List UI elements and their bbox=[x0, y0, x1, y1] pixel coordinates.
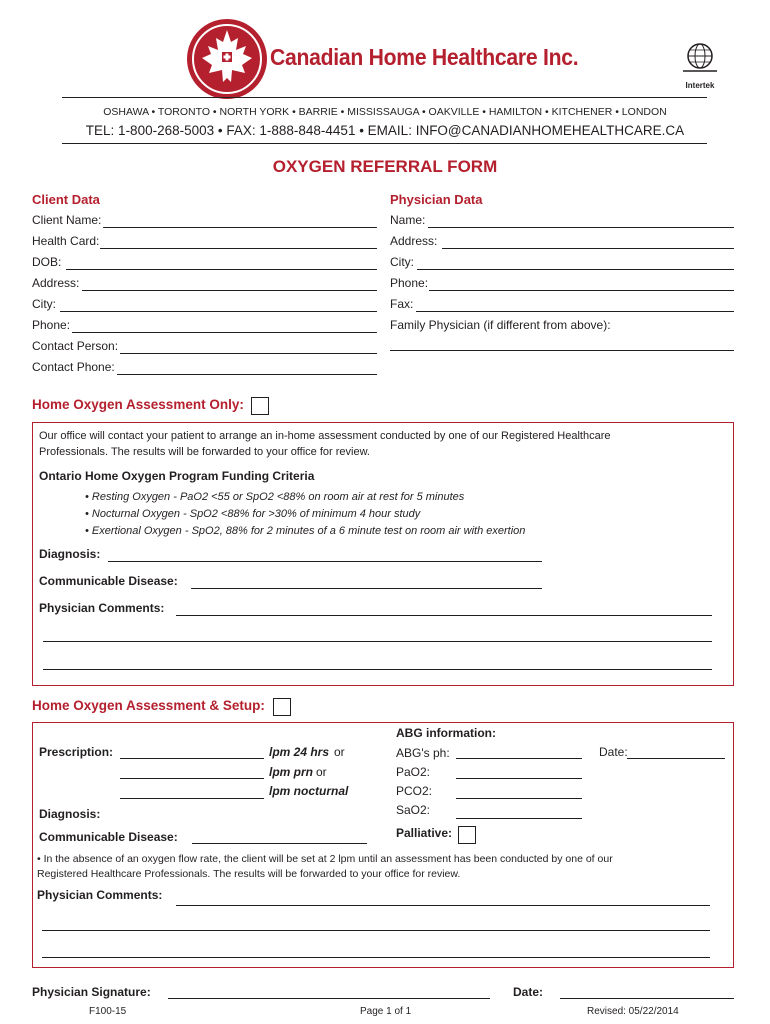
assessment-only-box bbox=[32, 422, 734, 686]
as-comments-field[interactable] bbox=[176, 905, 710, 906]
locations-list: OSHAWA • TORONTO • NORTH YORK • BARRIE • MISSISSAUGA • OAKVILLE • HAMILTON • KITCHENER • LONDON bbox=[103, 106, 667, 118]
ao-comments-label: Physician Comments: bbox=[39, 601, 165, 615]
physician-data-heading: Physician Data bbox=[390, 192, 483, 207]
ao-comments-field[interactable] bbox=[176, 615, 712, 616]
default-flow-note: • In the absence of an oxygen flow rate, the client will be set at 2 lpm until an assessment has been conducted by one of our Registered Healthcare Professionals. The results will be forwarded to your office for review. bbox=[37, 853, 613, 880]
physician-fax-field[interactable] bbox=[416, 311, 734, 312]
as-comments-line-3[interactable] bbox=[42, 957, 710, 958]
physician-fax-label: Fax: bbox=[390, 297, 414, 311]
sao2-label: SaO2: bbox=[396, 803, 431, 817]
physician-name-field[interactable] bbox=[428, 227, 734, 228]
pao2-field[interactable] bbox=[456, 778, 582, 779]
funding-criteria-heading: Ontario Home Oxygen Program Funding Criteria bbox=[39, 469, 315, 483]
ao-diagnosis-field[interactable] bbox=[108, 561, 542, 562]
company-logo bbox=[186, 18, 268, 100]
rx-or-1: or bbox=[334, 745, 345, 759]
abg-ph-label: ABG's ph: bbox=[396, 746, 450, 760]
rx-24hrs-field[interactable] bbox=[120, 758, 264, 759]
ao-communicable-label: Communicable Disease: bbox=[39, 574, 178, 588]
form-title: OXYGEN REFERRAL FORM bbox=[272, 157, 498, 176]
pco2-field[interactable] bbox=[456, 798, 582, 799]
client-city-field[interactable] bbox=[60, 311, 377, 312]
dob-field[interactable] bbox=[66, 269, 377, 270]
assessment-setup-heading: Home Oxygen Assessment & Setup: bbox=[32, 698, 265, 713]
family-physician-field[interactable] bbox=[390, 350, 734, 351]
ao-communicable-field[interactable] bbox=[191, 588, 542, 589]
as-comments-line-2[interactable] bbox=[42, 930, 710, 931]
company-name: Canadian Home Healthcare Inc. bbox=[270, 44, 579, 70]
prescription-label: Prescription: bbox=[39, 745, 114, 759]
physician-address-field[interactable] bbox=[442, 248, 734, 249]
family-physician-label: Family Physician (if different from above): bbox=[390, 318, 611, 332]
contact-phone-label: Contact Phone: bbox=[32, 360, 115, 374]
ao-diagnosis-label: Diagnosis: bbox=[39, 547, 101, 561]
client-name-field[interactable] bbox=[103, 227, 377, 228]
abg-date-label: Date: bbox=[599, 745, 628, 759]
physician-address-label: Address: bbox=[390, 234, 438, 248]
assessment-only-checkbox[interactable] bbox=[251, 397, 269, 415]
as-comments-label: Physician Comments: bbox=[37, 888, 163, 902]
physician-name-label: Name: bbox=[390, 213, 426, 227]
palliative-label: Palliative: bbox=[396, 826, 453, 840]
pco2-label: PCO2: bbox=[396, 784, 433, 798]
client-name-label: Client Name: bbox=[32, 213, 102, 227]
physician-phone-label: Phone: bbox=[390, 276, 429, 290]
as-diagnosis-label: Diagnosis: bbox=[39, 807, 101, 821]
contact-phone-field[interactable] bbox=[117, 374, 377, 375]
client-data-heading: Client Data bbox=[32, 192, 100, 207]
ao-comments-line-3[interactable] bbox=[43, 669, 712, 670]
rx-24hrs-unit: lpm 24 hrs bbox=[269, 745, 330, 759]
criteria-nocturnal: • Nocturnal Oxygen - SpO2 <88% for >30% of minimum 4 hour study bbox=[85, 508, 421, 520]
revised-date: Revised: 05/22/2014 bbox=[587, 1006, 679, 1017]
intertek-badge bbox=[680, 42, 720, 90]
rx-nocturnal-field[interactable] bbox=[120, 798, 264, 799]
rx-or-2: or bbox=[316, 765, 327, 779]
abg-ph-field[interactable] bbox=[456, 758, 582, 759]
physician-signature-label: Physician Signature: bbox=[32, 985, 151, 999]
contact-person-field[interactable] bbox=[120, 353, 377, 354]
abg-heading: ABG information: bbox=[396, 726, 496, 740]
contact-person-label: Contact Person: bbox=[32, 339, 119, 353]
physician-signature-field[interactable] bbox=[168, 998, 490, 999]
assessment-only-intro: Our office will contact your patient to arrange an in-home assessment conducted by one of our Registered Healthcare Professionals. The results will be forwarded to your office for review. bbox=[39, 430, 611, 458]
rx-nocturnal-unit: lpm nocturnal bbox=[269, 784, 349, 798]
maple-leaf-icon bbox=[186, 18, 268, 100]
criteria-exertional: • Exertional Oxygen - SpO2, 88% for 2 minutes of a 6 minute test on room air with exertion bbox=[85, 525, 526, 537]
pao2-label: PaO2: bbox=[396, 765, 431, 779]
rx-prn-unit: lpm prn bbox=[269, 765, 313, 779]
client-address-field[interactable] bbox=[82, 290, 377, 291]
health-card-field[interactable] bbox=[100, 248, 377, 249]
rx-prn-field[interactable] bbox=[120, 778, 264, 779]
header-rule-top bbox=[62, 97, 707, 98]
contact-line: TEL: 1-800-268-5003 • FAX: 1-888-848-4451 • EMAIL: INFO@CANADIANHOMEHEALTHCARE.CA bbox=[85, 123, 685, 138]
sao2-field[interactable] bbox=[456, 818, 582, 819]
client-address-label: Address: bbox=[32, 276, 80, 290]
client-phone-field[interactable] bbox=[72, 332, 377, 333]
globe-icon bbox=[680, 42, 720, 76]
physician-city-label: City: bbox=[390, 255, 414, 269]
dob-label: DOB: bbox=[32, 255, 62, 269]
page-number: Page 1 of 1 bbox=[360, 1006, 412, 1017]
client-phone-label: Phone: bbox=[32, 318, 71, 332]
as-communicable-label: Communicable Disease: bbox=[39, 830, 178, 844]
ao-comments-line-2[interactable] bbox=[43, 641, 712, 642]
assessment-setup-checkbox[interactable] bbox=[273, 698, 291, 716]
assessment-only-heading: Home Oxygen Assessment Only: bbox=[32, 397, 244, 412]
criteria-resting: • Resting Oxygen - PaO2 <55 or SpO2 <88% on room air at rest for 5 minutes bbox=[85, 491, 465, 503]
health-card-label: Health Card: bbox=[32, 234, 100, 248]
signature-date-label: Date: bbox=[513, 985, 544, 999]
signature-date-field[interactable] bbox=[560, 998, 734, 999]
physician-city-field[interactable] bbox=[417, 269, 734, 270]
header-rule-bottom bbox=[62, 143, 707, 144]
client-city-label: City: bbox=[32, 297, 56, 311]
form-number: F100-15 bbox=[89, 1006, 127, 1017]
abg-date-field[interactable] bbox=[627, 758, 725, 759]
palliative-checkbox[interactable] bbox=[458, 826, 476, 844]
as-communicable-field[interactable] bbox=[192, 843, 367, 844]
physician-phone-field[interactable] bbox=[429, 290, 734, 291]
intertek-label: Intertek bbox=[685, 81, 715, 90]
